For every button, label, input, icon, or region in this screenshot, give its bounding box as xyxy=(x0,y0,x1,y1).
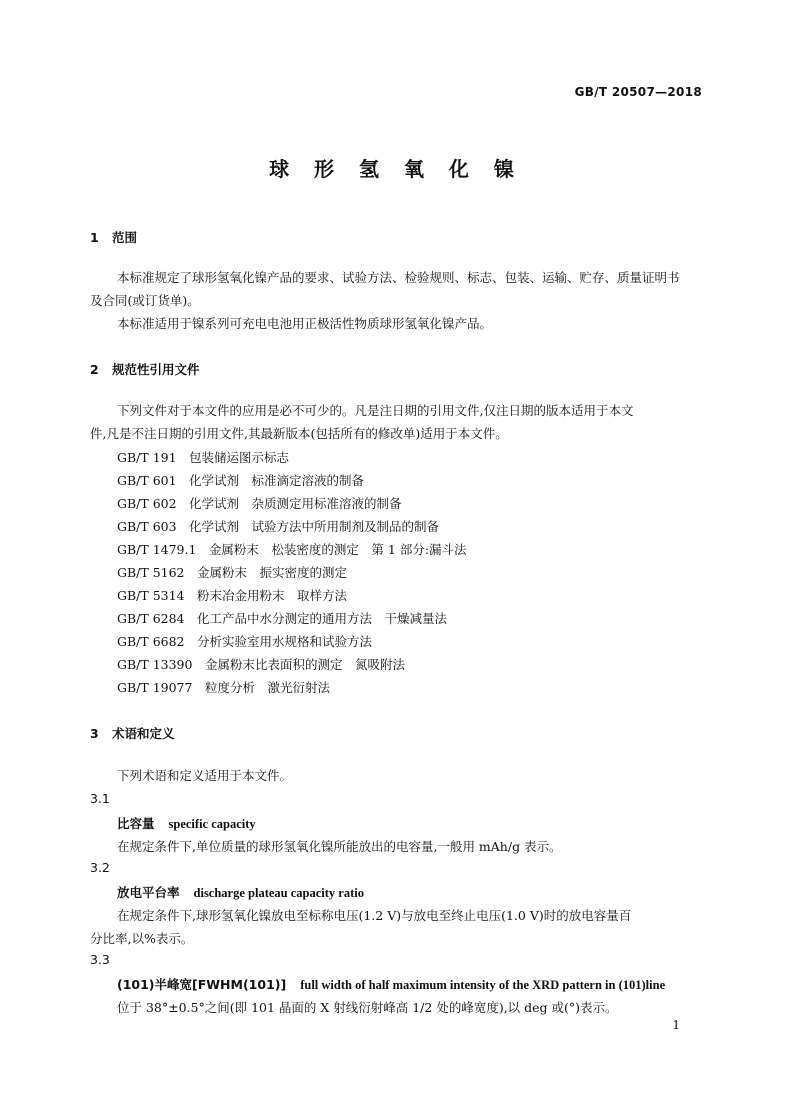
section-title: 规范性引用文件 xyxy=(112,362,200,377)
term-title xyxy=(117,883,364,901)
term-chinese-name: (101)半峰宽[FWHM(101)] xyxy=(117,977,287,992)
section-2-paragraph-line-2: 件,凡是不注日期的引用文件,其最新版本(包括所有的修改单)适用于本文件。 xyxy=(90,426,508,441)
reference-item: GB/T 6284 化工产品中水分测定的通用方法 干燥减量法 xyxy=(117,611,448,626)
reference-item: GB/T 191 包装储运图示标志 xyxy=(117,450,290,465)
reference-item: GB/T 1479.1 金属粉末 松装密度的测定 第 1 部分:漏斗法 xyxy=(117,542,467,557)
section-3-heading xyxy=(90,724,175,742)
reference-item: GB/T 601 化学试剂 标准滴定溶液的制备 xyxy=(117,473,365,488)
section-number: 2 xyxy=(90,362,99,377)
term-definition-line-2: 分比率,以%表示。 xyxy=(90,931,194,946)
section-number: 1 xyxy=(90,230,99,245)
section-title: 术语和定义 xyxy=(112,726,175,741)
term-definition-line-1: 在规定条件下,单位质量的球形氢氧化镍所能放出的电容量,一般用 mAh/g 表示。 xyxy=(117,839,562,854)
section-2-paragraph-line-1: 下列文件对于本文件的应用是必不可少的。凡是注日期的引用文件,仅注日期的版本适用于本文 xyxy=(117,403,634,418)
reference-item: GB/T 6682 分析实验室用水规格和试验方法 xyxy=(117,634,373,649)
term-english-name: discharge plateau capacity ratio xyxy=(193,886,364,900)
term-number: 3.2 xyxy=(90,860,110,875)
reference-item: GB/T 602 化学试剂 杂质测定用标准溶液的制备 xyxy=(117,496,402,511)
term-definition-line-1: 位于 38°±0.5°之间(即 101 晶面的 X 射线衍射峰高 1/2 处的峰宽度),以 deg 或(°)表示。 xyxy=(117,1000,618,1015)
reference-item: GB/T 13390 金属粉末比表面积的测定 氮吸附法 xyxy=(117,657,405,672)
term-chinese-name: 比容量 xyxy=(117,816,155,831)
reference-item: GB/T 603 化学试剂 试验方法中所用制剂及制品的制备 xyxy=(117,519,440,534)
section-1-paragraph-1-line-2: 及合同(或订货单)。 xyxy=(90,293,200,308)
section-1-paragraph-1-line-1: 本标准规定了球形氢氧化镍产品的要求、试验方法、检验规则、标志、包装、运输、贮存、质量证明书 xyxy=(117,270,680,285)
reference-item: GB/T 19077 粒度分析 激光衍射法 xyxy=(117,680,330,695)
term-title xyxy=(117,975,665,993)
term-english-name: full width of half maximum intensity of the XRD pattern in (101)line xyxy=(300,978,666,992)
term-definition-line-1: 在规定条件下,球形氢氧化镍放电至标称电压(1.2 V)与放电至终止电压(1.0 V)时的放电容量百 xyxy=(117,908,632,923)
term-title xyxy=(117,814,256,832)
term-number: 3.3 xyxy=(90,952,110,967)
section-title: 范围 xyxy=(112,230,138,245)
document-code: GB/T 20507—2018 xyxy=(574,85,702,99)
term-chinese-name: 放电平台率 xyxy=(117,885,180,900)
normative-references-list xyxy=(117,446,467,699)
reference-item: GB/T 5314 粉末冶金用粉末 取样方法 xyxy=(117,588,348,603)
section-1-paragraph-2: 本标准适用于镍系列可充电电池用正极活性物质球形氢氧化镍产品。 xyxy=(117,316,493,331)
section-number: 3 xyxy=(90,726,99,741)
term-number: 3.1 xyxy=(90,791,110,806)
section-3-intro: 下列术语和定义适用于本文件。 xyxy=(117,768,293,783)
term-english-name: specific capacity xyxy=(168,817,256,831)
section-1-heading xyxy=(90,228,137,246)
section-2-heading xyxy=(90,360,200,378)
page-number: 1 xyxy=(672,1018,680,1032)
document-title: 球 形 氢 氧 化 镍 xyxy=(269,157,523,181)
reference-item: GB/T 5162 金属粉末 振实密度的测定 xyxy=(117,565,348,580)
